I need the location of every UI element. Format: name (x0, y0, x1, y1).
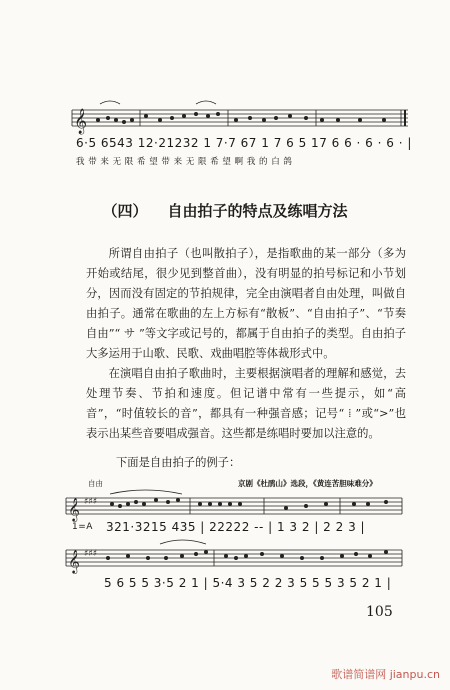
tempo-label: 自由 (88, 479, 103, 488)
page-number: 105 (366, 604, 393, 620)
svg-text:♯♯♯: ♯♯♯ (84, 549, 98, 559)
paragraph-1: 所谓自由拍子（也叫散拍子），是指歌曲的某一部分（多为开始或结尾，很少见到整首曲），没有明显的拍号标记和小节划分，因而没有固定的节拍规律，完全由演唱者自由处理，叫做自由拍子。通常在歌曲的左上方标有“散板”、“自由拍子”、“节奏自由”“ サ ”等文字或记号的，都属于自由拍子的类型。自由拍子大多运用于山歌、民歌、戏曲唱腔等体裁形式中。 (86, 247, 406, 360)
svg-text:♯♯♯: ♯♯♯ (84, 497, 98, 507)
top-lyrics: 我 带 来 无 限 希 望 带 来 无 限 希 望 啊 我 的 白 鸽 (76, 157, 293, 167)
section-heading (0, 200, 450, 221)
svg-text:𝄞: 𝄞 (68, 497, 80, 521)
watermark-text: 歌谱简谱网 jianpu.cn (331, 668, 440, 681)
paragraph-2: 在演唱自由拍子歌曲时，主要根据演唱者的理解和感觉，去处理节奏、节拍和速度。但记谱中常有一些提示，如“高音”，“时值较长的音”，都具有一种强音感；记号“ ⁞ ”或“>”也表示出某些音要唱成强音。这些都是练唱时要加以注意的。 (86, 367, 406, 440)
body-text (86, 244, 406, 444)
svg-text:𝄞: 𝄞 (68, 549, 80, 573)
svg-text:𝄞: 𝄞 (74, 109, 88, 134)
section-number: （四） (102, 202, 148, 220)
example-row2-numbers: 5 6 5 5 3·5 2 1 | 5·4 3 5 2 2 3 5 5 5 3 5 2 1 | (104, 576, 392, 590)
example-intro: 下面是自由拍子的例子： (116, 456, 241, 469)
top-jianpu-numbers: 6·5 6543 12·21232 1 7·7 67 1 7 6 5 17 6 6 · 6 · 6 · | (76, 136, 412, 150)
section-title-text: 自由拍子的特点及练唱方法 (167, 202, 348, 220)
example-key: 1=A (72, 522, 93, 532)
example-row1-numbers: 321·3215 435 | 22222 -- | 1 3 2 | 2 2 3 | (106, 520, 366, 534)
example-source: 京剧《杜鹃山》选段，《黄连苦胆味难分》 (238, 479, 377, 488)
